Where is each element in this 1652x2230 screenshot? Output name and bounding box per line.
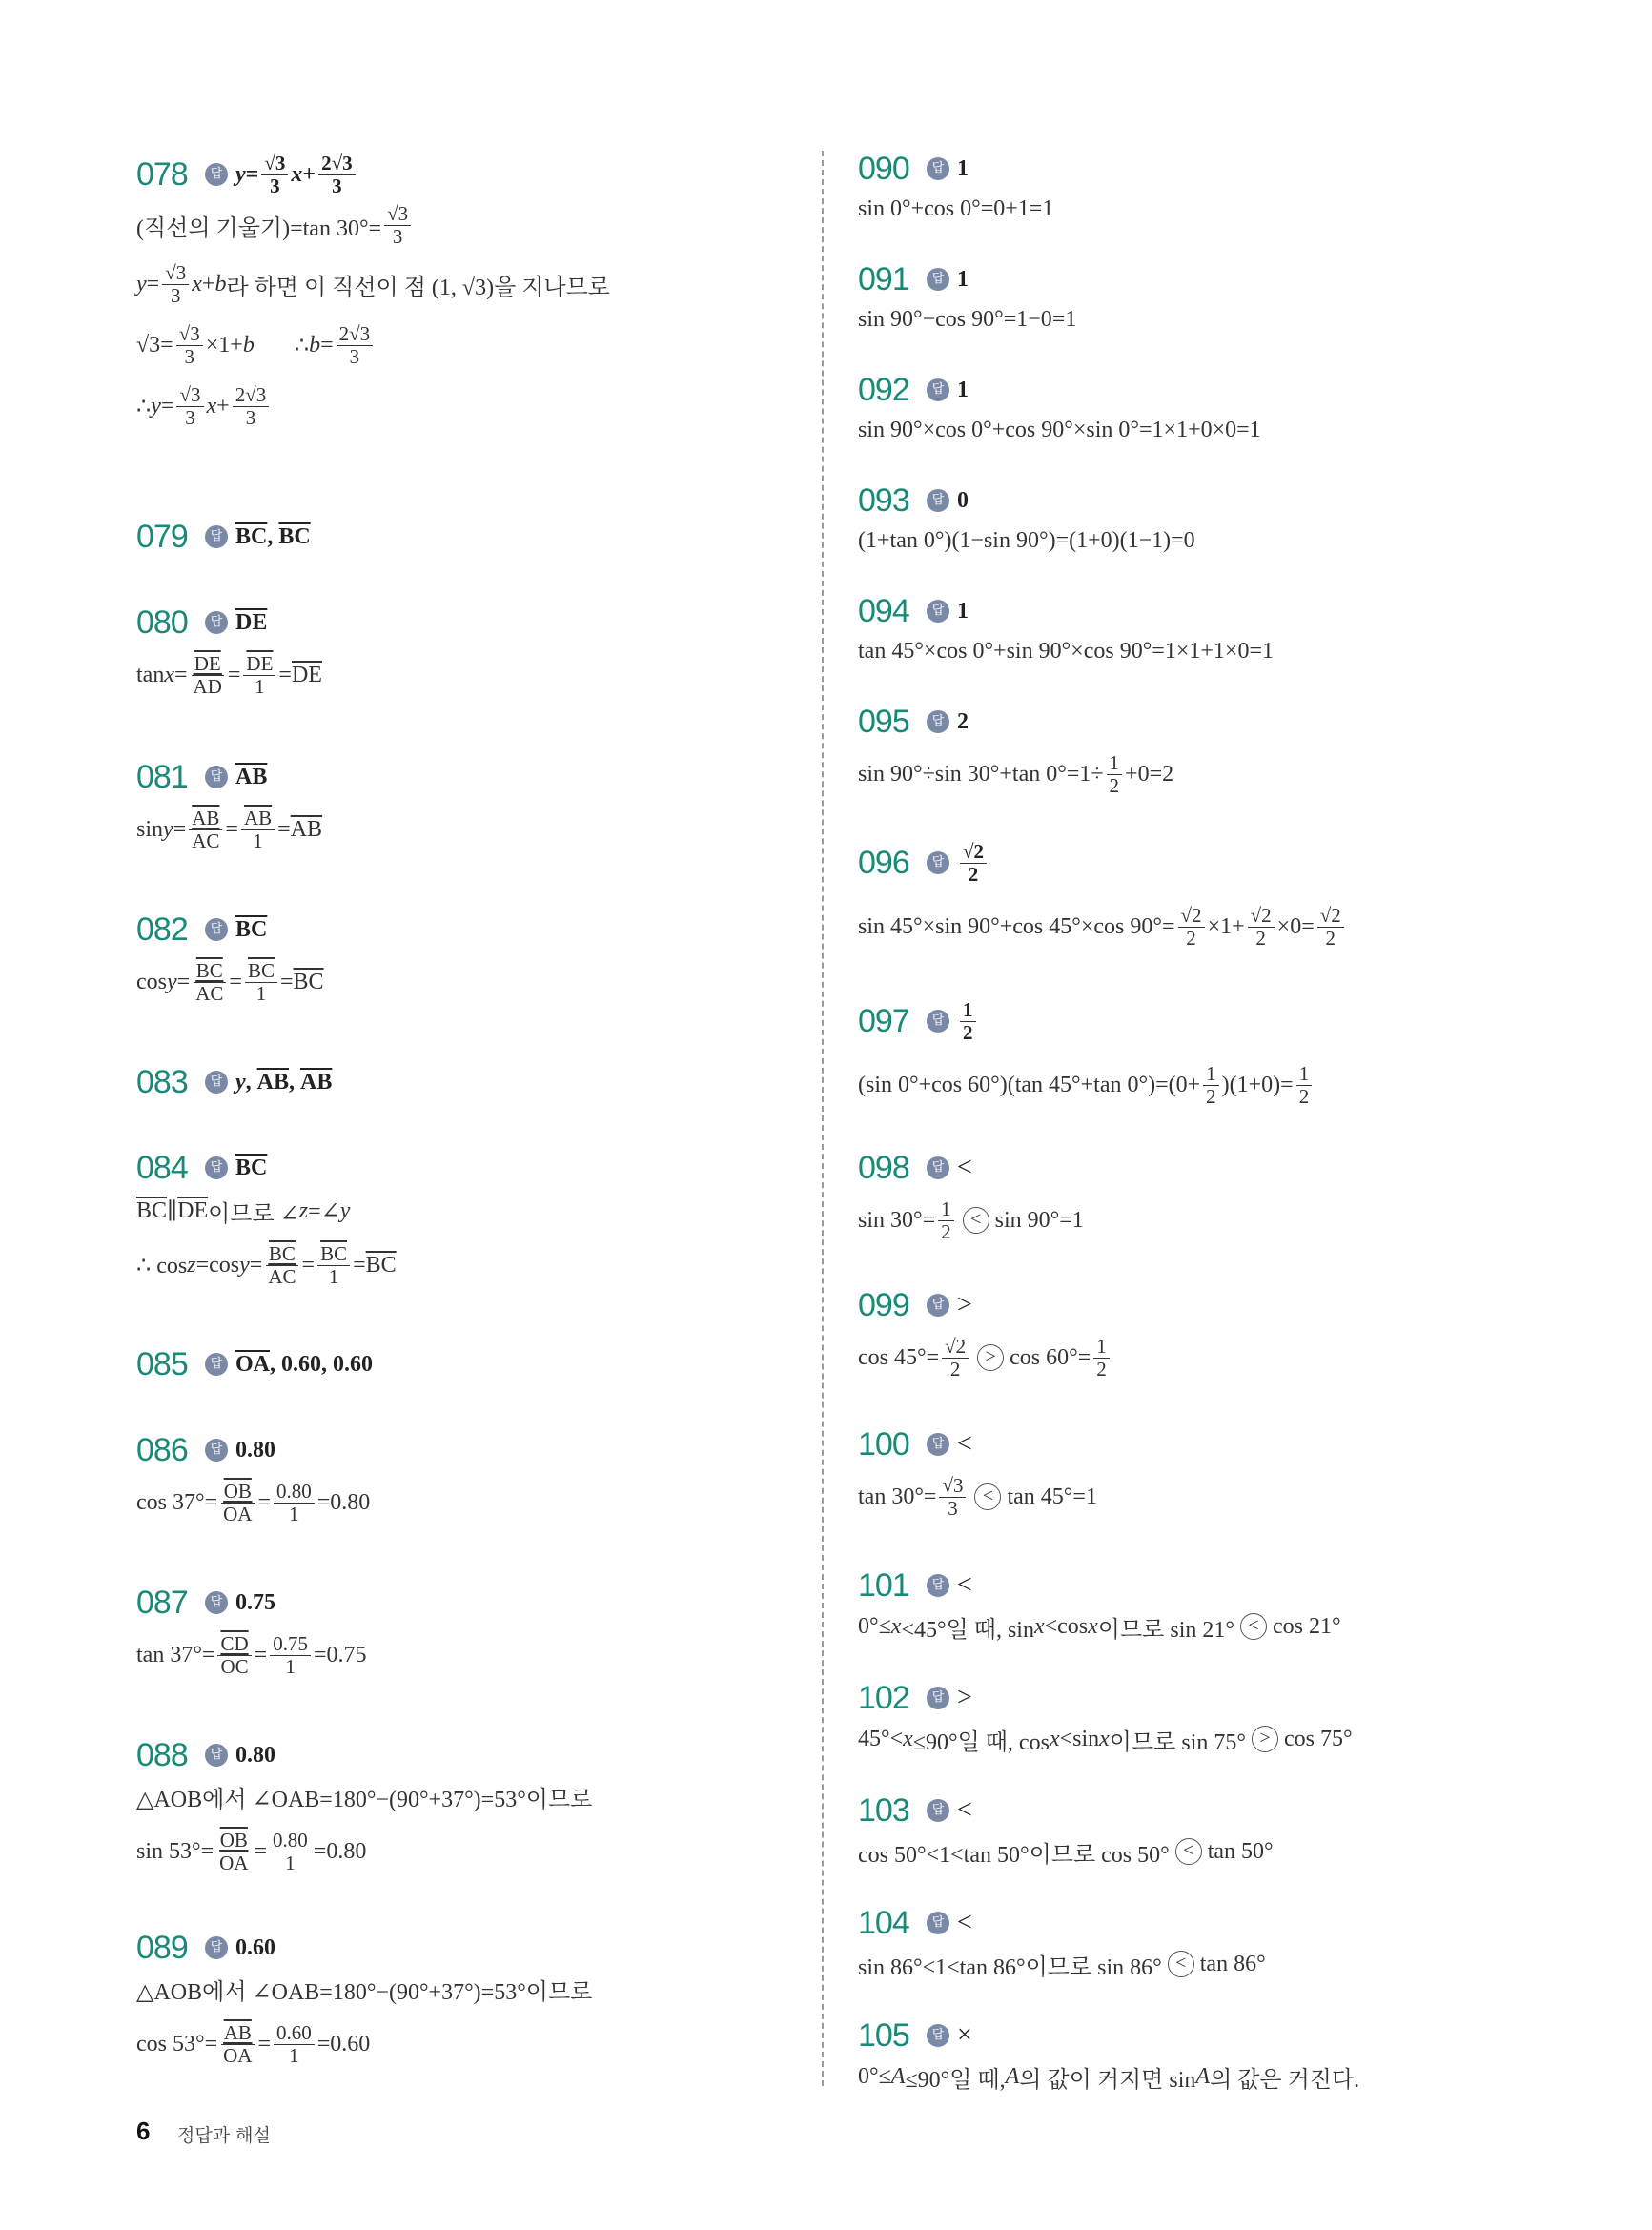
solution-line: △AOB에서 ∠OAB=180°−(90°+37°)=53°이므로 [136, 1979, 593, 2005]
greater-than-circle-icon: > [1252, 1726, 1278, 1752]
problem-number: 105 [858, 2016, 909, 2054]
problem-093 [858, 479, 1195, 559]
solution-line: tan 30°= $\frac{√3}{3}$ < tan 45°=1 [858, 1474, 1097, 1520]
problem-103 [858, 1789, 1274, 1871]
problem-number: 090 [858, 150, 909, 187]
problem-102 [858, 1676, 1353, 1758]
answer: $\overline{DE}$ [235, 609, 268, 635]
problem-number: 100 [858, 1425, 909, 1463]
answer: < [957, 1908, 972, 1937]
answer-badge-icon: 답 [927, 378, 949, 401]
less-than-circle-icon: < [963, 1207, 989, 1234]
answer: $\overline{BC}$ [235, 1155, 268, 1180]
answer-badge-icon: 답 [927, 1574, 949, 1597]
problem-105 [858, 2014, 1359, 2096]
solution-line: cos 37°= $\frac{\overline{OB}}{OA}$ = $\frac{0.80}{1}$ =0.80 [136, 1480, 371, 1525]
problem-number: 083 [136, 1063, 188, 1100]
solution-line: tan x = $\frac{\overline{DE}}{AD}$ = $\frac{\overline{DE}}{1}$ = $\overline{DE}$ [136, 652, 322, 698]
solution-line: 45°< x ≤90°일 때, cos x <sin x 이므로 sin 75° > cos 75° [858, 1726, 1353, 1755]
problem-number: 104 [858, 1904, 909, 1941]
problem-091 [858, 257, 1076, 338]
answer: 0 [957, 487, 969, 513]
problem-number: 094 [858, 592, 909, 629]
answer-badge-icon: 답 [205, 1744, 228, 1767]
answer: < [957, 1570, 972, 1600]
solution-line: (sin 0°+cos 60°)(tan 45°+tan 0°)=(0+ $\frac{1}{2}$ )(1+0)= $\frac{1}{2}$ [858, 1054, 1315, 1115]
solution-line: sin 30°= $\frac{1}{2}$ < sin 90°=1 [858, 1197, 1084, 1243]
problem-085 [136, 1342, 373, 1386]
problem-104 [858, 1901, 1266, 1983]
problem-number: 103 [858, 1791, 909, 1829]
solution-line: cos 50°<1<tan 50°이므로 cos 50° < tan 50° [858, 1838, 1274, 1868]
problem-number: 098 [858, 1149, 909, 1186]
problem-number: 096 [858, 844, 909, 881]
answer-badge-icon: 답 [927, 268, 949, 291]
answer-badge-icon: 답 [205, 611, 228, 634]
problem-number: 079 [136, 518, 188, 555]
answer: 2 [957, 708, 969, 734]
solution-line: y = $\frac{√3}{3}$ x + b 라 하면 이 직선이 점 (1, √3)을 지나므로 [136, 261, 610, 307]
answer-badge-icon: 답 [205, 163, 228, 186]
answer: < [957, 1429, 972, 1459]
page-number: 6 [136, 2117, 151, 2145]
problem-number: 086 [136, 1431, 188, 1468]
answer-badge-icon: 답 [927, 710, 949, 733]
solution-line: 0°≤ A ≤90°일 때, A 의 값이 커지면 sin A 의 값은 커진다. [858, 2063, 1360, 2093]
problem-number: 082 [136, 910, 188, 948]
answer-badge-icon: 답 [927, 1010, 949, 1033]
answer: 0.80 [235, 1742, 275, 1768]
solution-line: cos y = $\frac{\overline{BC}}{AC}$ = $\frac{\overline{BC}}{1}$ = $\overline{BC}$ [136, 959, 324, 1005]
problem-087 [136, 1581, 366, 1686]
solution-line: sin y = $\frac{\overline{AB}}{AC}$ = $\frac{\overline{AB}}{1}$ = $\overline{AB}$ [136, 807, 323, 852]
problem-number: 095 [858, 703, 909, 740]
solution-line: ∴ y = $\frac{√3}{3}$ x + $\frac{2√3}{3}$ [136, 376, 610, 437]
problem-number: 093 [858, 481, 909, 519]
problem-082 [136, 908, 324, 1013]
problem-number: 099 [858, 1286, 909, 1323]
solution-line: tan 37°= $\frac{\overline{CD}}{OC}$ = $\frac{0.75}{1}$ =0.75 [136, 1632, 367, 1678]
answer: $\overline{BC}$ , $\overline{BC}$ [235, 523, 311, 549]
answer-badge-icon: 답 [205, 1591, 228, 1614]
answer-badge-icon: 답 [205, 1353, 228, 1376]
answer-badge-icon: 답 [927, 1912, 949, 1934]
problem-number: 080 [136, 604, 188, 641]
solution-line: √3= $\frac{√3}{3}$ ×1+ b ∴ b = $\frac{2√3}{3}$ [136, 315, 610, 376]
answer: < [957, 1795, 972, 1825]
solution-line: cos 53°= $\frac{\overline{AB}}{OA}$ = $\frac{0.60}{1}$ =0.60 [136, 2021, 371, 2067]
problem-number: 101 [858, 1566, 909, 1604]
problem-083 [136, 1060, 332, 1104]
problem-095 [858, 700, 1173, 805]
answer-badge-icon: 답 [927, 2024, 949, 2047]
answer-badge-icon: 답 [927, 1799, 949, 1822]
footer-title: 정답과 해설 [177, 2125, 271, 2146]
problem-096 [858, 829, 1347, 957]
solution-line: sin 0°+cos 0°=0+1=1 [858, 195, 1054, 221]
problem-078 [136, 153, 610, 437]
answer: 0.80 [235, 1437, 275, 1463]
answer: 1 [957, 155, 969, 181]
problem-number: 097 [858, 1002, 909, 1039]
answer: > [957, 1290, 972, 1320]
answer: 1 [957, 266, 969, 292]
column-divider [822, 151, 824, 2086]
answer-badge-icon: 답 [205, 766, 228, 788]
problem-094 [858, 589, 1274, 669]
problem-099 [858, 1283, 1112, 1388]
problem-079 [136, 515, 311, 559]
answer: 1 [957, 598, 969, 624]
problem-084 [136, 1146, 397, 1299]
answer-badge-icon: 답 [927, 1433, 949, 1456]
problem-number: 078 [136, 155, 188, 193]
answer: $\overline{OA}$ , 0.60, 0.60 [235, 1351, 373, 1377]
problem-090 [858, 147, 1053, 227]
solution-line: sin 45°×sin 90°+cos 45°×cos 90°= $\frac{√2}{2}$ ×1+ $\frac{√2}{2}$ ×0= $\frac{√2}{2}$ [858, 896, 1347, 957]
solution-line: sin 86°<1<tan 86°이므로 sin 86° < tan 86° [858, 1951, 1266, 1980]
solution-line: cos 45°= $\frac{√2}{2}$ > cos 60°= $\frac{1}{2}$ [858, 1327, 1112, 1388]
problem-101 [858, 1564, 1341, 1646]
answer: < [957, 1153, 972, 1182]
answer-badge-icon: 답 [205, 918, 228, 941]
problem-088 [136, 1733, 592, 1888]
solution-line: 0°≤ x <45°일 때, sin x <cos x 이므로 sin 21° < cos 21° [858, 1613, 1341, 1643]
answer: × [957, 2020, 972, 2050]
answer: $\overline{AB}$ [235, 764, 268, 789]
answer-badge-icon: 답 [927, 1687, 949, 1709]
problem-number: 089 [136, 1929, 188, 1966]
answer-badge-icon: 답 [927, 157, 949, 180]
problem-097 [858, 988, 1315, 1115]
problem-number: 085 [136, 1345, 188, 1382]
answer-badge-icon: 답 [927, 1156, 949, 1179]
answer-badge-icon: 답 [927, 489, 949, 512]
less-than-circle-icon: < [1240, 1613, 1267, 1640]
problem-081 [136, 755, 322, 860]
solution-line: tan 45°×cos 0°+sin 90°×cos 90°=1×1+1×0=1 [858, 638, 1274, 664]
solution-line: ∴ cos z =cos y = $\frac{\overline{BC}}{AC}$ = $\frac{\overline{BC}}{1}$ = $\overline{BC}$ [136, 1242, 397, 1288]
answer: 0.60 [235, 1934, 275, 1960]
answer: y , $\overline{AB}$ , $\overline{AB}$ [235, 1069, 333, 1095]
answer: 1 [957, 377, 969, 402]
problem-086 [136, 1428, 370, 1533]
solution-line: (1+tan 0°)(1−sin 90°)=(1+0)(1−1)=0 [858, 527, 1195, 553]
answer-badge-icon: 답 [205, 525, 228, 548]
problem-number: 091 [858, 260, 909, 297]
problem-080 [136, 601, 322, 706]
solution-line: △AOB에서 ∠OAB=180°−(90°+37°)=53°이므로 [136, 1787, 593, 1812]
answer-badge-icon: 답 [927, 851, 949, 874]
answer-badge-icon: 답 [205, 1156, 228, 1179]
problem-098 [858, 1146, 1084, 1251]
problem-number: 092 [858, 371, 909, 408]
answer: y = $\frac{√3}{3}$ x + $\frac{2√3}{3}$ [235, 153, 358, 195]
solution-line: $\overline{BC}$ ∥ $\overline{DE}$ 이므로 ∠ z =∠ y [136, 1197, 351, 1227]
answer-badge-icon: 답 [205, 1071, 228, 1094]
problem-089 [136, 1926, 592, 2080]
solution-line: sin 53°= $\frac{\overline{OB}}{OA}$ = $\frac{0.80}{1}$ =0.80 [136, 1829, 367, 1874]
answer-badge-icon: 답 [205, 1936, 228, 1959]
answer: 0.75 [235, 1589, 275, 1615]
solution-line: sin 90°÷sin 30°+tan 0°=1÷ $\frac{1}{2}$ +0=2 [858, 751, 1174, 797]
problem-number: 087 [136, 1584, 188, 1621]
problem-number: 102 [858, 1679, 909, 1716]
problem-092 [858, 368, 1261, 448]
problem-number: 081 [136, 758, 188, 795]
greater-than-circle-icon: > [977, 1344, 1004, 1371]
less-than-circle-icon: < [1168, 1951, 1194, 1977]
answer: $\frac{√2}{2}$ [957, 841, 989, 884]
answer: $\frac{1}{2}$ [957, 999, 979, 1042]
answer-badge-icon: 답 [927, 1294, 949, 1317]
solution-line: sin 90°×cos 0°+cos 90°×sin 0°=1×1+0×0=1 [858, 417, 1261, 442]
less-than-circle-icon: < [1175, 1838, 1202, 1865]
problem-number: 084 [136, 1149, 188, 1186]
answer: > [957, 1683, 972, 1712]
solution-line: sin 90°−cos 90°=1−0=1 [858, 306, 1077, 332]
less-than-circle-icon: < [974, 1483, 1001, 1510]
answer: $\overline{BC}$ [235, 916, 268, 942]
answer-badge-icon: 답 [927, 600, 949, 623]
answer-badge-icon: 답 [205, 1439, 228, 1462]
problem-number: 088 [136, 1736, 188, 1773]
solution-line: (직선의 기울기)=tan 30°= $\frac{√3}{3}$ [136, 196, 610, 254]
problem-100 [858, 1422, 1097, 1527]
